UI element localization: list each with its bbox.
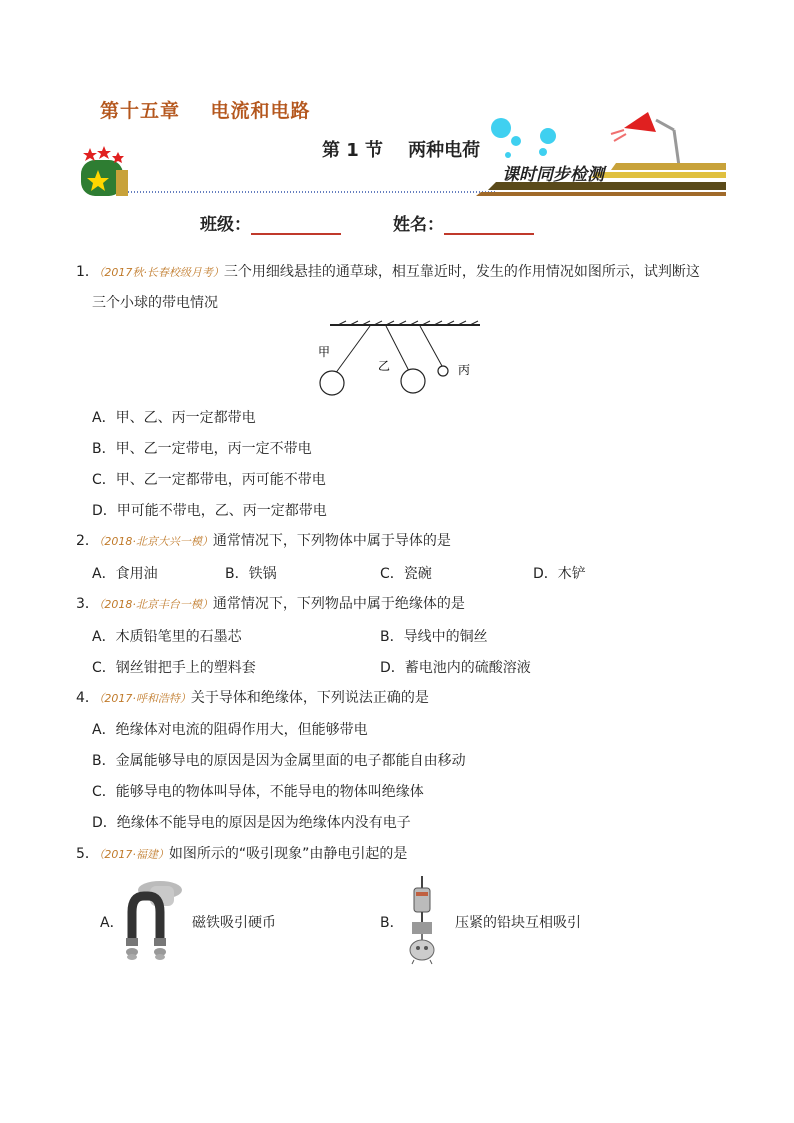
name-label: 姓名：	[393, 215, 444, 235]
question-number: 3．	[76, 596, 99, 612]
question-stem: 关于导体和绝缘体，下列说法正确的是	[190, 690, 429, 706]
option-5b-letter[interactable]: B．	[380, 915, 404, 931]
option-1b[interactable]: B．甲、乙一定带电，丙一定不带电	[92, 441, 312, 457]
option-4c[interactable]: C．能够导电的物体叫导体，不能导电的物体叫绝缘体	[92, 784, 424, 800]
question-stem: 三个用细线悬挂的通草球，相互靠近时，发生的作用情况如图所示，试判断这	[223, 264, 700, 280]
chapter-title: 第十五章 电流和电路	[100, 100, 311, 122]
question-stem: 如图所示的“吸引现象”由静电引起的是	[168, 846, 408, 862]
question-number: 1．	[76, 264, 99, 280]
option-5b-text[interactable]: 压紧的铅块互相吸引	[455, 915, 581, 931]
class-blank[interactable]	[251, 215, 341, 235]
label-jia: 甲	[318, 345, 331, 359]
magnet-coin-image	[122, 880, 184, 960]
option-4d[interactable]: D．绝缘体不能导电的原因是因为绝缘体内没有电子	[92, 815, 411, 831]
option-1d[interactable]: D．甲可能不带电，乙、丙一定都带电	[92, 503, 327, 519]
question-number: 5．	[76, 846, 99, 862]
option-1a[interactable]: A．甲、乙、丙一定都带电	[92, 410, 256, 426]
option-2b[interactable]: B．铁锅	[225, 566, 277, 582]
question-number: 2．	[76, 533, 99, 549]
section-title: 第 1 节 两种电荷	[322, 140, 481, 161]
option-2d[interactable]: D．木铲	[533, 566, 586, 582]
pith-balls-figure	[308, 318, 498, 400]
question-1	[76, 262, 736, 283]
question-stem-line2: 三个小球的带电情况	[92, 295, 218, 311]
lead-blocks-image	[402, 876, 442, 966]
ball-yi	[401, 369, 425, 393]
lamp-icon	[611, 112, 679, 166]
question-source: （2018·北京大兴一模）	[98, 535, 213, 548]
banner-label: 课时同步检测	[502, 165, 604, 185]
name-field	[393, 210, 534, 235]
question-number: 4．	[76, 690, 99, 706]
class-field	[200, 210, 341, 235]
class-label: 班级：	[200, 215, 251, 235]
option-3d[interactable]: D．蓄电池内的硫酸溶液	[380, 660, 531, 676]
option-3a[interactable]: A．木质铅笔里的石墨芯	[92, 629, 242, 645]
option-5a-text[interactable]: 磁铁吸引硬币	[192, 915, 276, 931]
star-badge-icon	[81, 146, 128, 196]
option-1c[interactable]: C．甲、乙一定都带电，丙可能不带电	[92, 472, 326, 488]
question-4	[76, 688, 429, 709]
question-source: （2017·呼和浩特）	[98, 692, 191, 705]
option-3c[interactable]: C．钢丝钳把手上的塑料套	[92, 660, 256, 676]
option-4b[interactable]: B．金属能够导电的原因是因为金属里面的电子都能自由移动	[92, 753, 466, 769]
label-yi: 乙	[378, 359, 391, 373]
name-blank[interactable]	[444, 215, 534, 235]
question-source: （2018·北京丰台一模）	[98, 598, 213, 611]
label-bing: 丙	[458, 363, 471, 377]
question-3	[76, 594, 465, 615]
question-2	[76, 531, 451, 552]
option-2c[interactable]: C．瓷碗	[380, 566, 432, 582]
question-source: （2017秋·长春校级月考）	[98, 266, 224, 279]
ball-bing	[438, 366, 448, 376]
bubble-icon	[491, 118, 511, 138]
option-2a[interactable]: A．食用油	[92, 566, 158, 582]
option-3b[interactable]: B．导线中的铜丝	[380, 629, 488, 645]
question-stem: 通常情况下，下列物体中属于导体的是	[212, 533, 451, 549]
question-source: （2017·福建）	[98, 848, 169, 861]
ball-jia	[320, 371, 344, 395]
option-5a-letter[interactable]: A．	[100, 915, 124, 931]
question-5	[76, 844, 407, 865]
option-4a[interactable]: A．绝缘体对电流的阻碍作用大，但能够带电	[92, 722, 368, 738]
question-stem: 通常情况下，下列物品中属于绝缘体的是	[212, 596, 465, 612]
